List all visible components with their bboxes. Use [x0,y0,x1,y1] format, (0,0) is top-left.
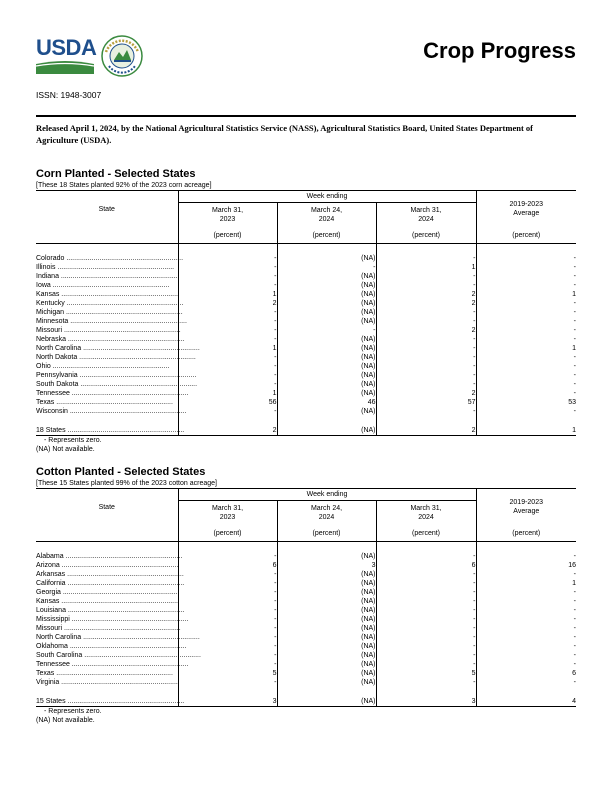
value-cell: (NA) [277,335,376,344]
value-cell: (NA) [277,281,376,290]
state-name: Missouri ............................................................ [36,327,181,334]
value-cell: (NA) [277,597,376,606]
value-cell: - [178,407,277,416]
agriculture-counts-seal-icon [100,34,144,78]
value-cell: 2 [376,299,476,308]
value-cell: - [178,281,277,290]
value-cell: - [376,597,476,606]
header-col2: March 24, 2024 [277,203,376,228]
value-cell: (NA) [277,669,376,678]
table-row [36,642,576,651]
value-cell: (NA) [277,254,376,263]
value-cell: 2 [178,299,277,308]
value-cell: 1 [572,580,577,587]
value-cell: 1 [376,263,476,272]
value-cell: 1 [572,345,577,352]
state-name: Wisconsin ............................................................ [36,408,187,415]
value-cell: (NA) [277,633,376,642]
issn-number: ISSN: 1948-3007 [36,90,102,100]
table-row [36,317,576,326]
value-cell: (NA) [277,624,376,633]
value-cell: - [573,354,577,361]
value-cell: 1 [178,290,277,299]
value-cell: - [178,597,277,606]
table-row [36,624,576,633]
value-cell: - [573,363,577,370]
value-cell: - [376,380,476,389]
value-cell: - [573,625,577,632]
value-cell: 5 [178,669,277,678]
value-cell: (NA) [277,678,376,687]
table-row [36,552,576,561]
value-cell: - [178,362,277,371]
state-name: Arkansas ............................................................ [36,571,184,578]
value-cell: 6 [376,561,476,570]
value-cell: 5 [376,669,476,678]
table-row [36,615,576,624]
table-row [36,308,576,317]
value-cell: - [573,318,577,325]
value-cell: (NA) [277,272,376,281]
header-state: State [36,191,178,228]
value-cell: - [573,553,577,560]
state-name: Ohio ............................................................ [36,362,178,371]
unit-label: (percent) [376,227,476,244]
state-name: Michigan ............................................................ [36,309,183,316]
value-cell: - [573,336,577,343]
value-cell: - [376,633,476,642]
table-row [36,588,576,597]
unit-label: (percent) [178,525,277,542]
value-cell: (NA) [277,606,376,615]
value-cell: (NA) [277,371,376,380]
state-name: North Carolina ............................................................ [36,634,200,641]
value-cell: 4 [476,697,576,707]
value-cell: - [573,643,577,650]
value-cell: - [573,607,577,614]
table-total-row [36,426,576,436]
value-cell: - [376,272,476,281]
value-cell: (NA) [277,290,376,299]
value-cell: (NA) [277,660,376,669]
value-cell: - [573,598,577,605]
value-cell: 1 [572,291,577,298]
value-cell: (NA) [277,380,376,389]
value-cell: (NA) [277,426,376,436]
table-row [36,570,576,579]
note-na: (NA) Not available. [36,717,95,724]
value-cell: (NA) [277,308,376,317]
value-cell: 16 [568,562,577,569]
value-cell: - [178,335,277,344]
value-cell: - [178,272,277,281]
value-cell: - [376,624,476,633]
cotton-table [36,488,576,707]
header-col3: March 31, 2024 [376,203,476,228]
state-name: Tennessee ............................................................ [36,390,189,397]
report-title: Crop Progress [423,38,576,63]
note-na: (NA) Not available. [36,446,95,453]
table-row [36,326,576,335]
state-name: Mississippi ............................................................ [36,616,189,623]
usda-swoosh-icon [36,60,94,74]
value-cell: - [376,651,476,660]
value-cell: 2 [178,426,277,436]
state-name: Pennsylvania ............................................................ [36,372,197,379]
value-cell: - [376,281,476,290]
corn-table-subtitle: [These 18 States planted 92% of the 2023 corn acreage] [36,182,212,189]
table-row [36,579,576,588]
value-cell: (NA) [277,317,376,326]
unit-label: (percent) [512,231,541,239]
value-cell: - [573,273,577,280]
table-row [36,353,576,362]
state-name: Minnesota ............................................................ [36,318,187,325]
value-cell: - [178,263,277,272]
state-name: Virginia ............................................................ [36,679,178,686]
unit-label: (percent) [178,227,277,244]
value-cell: (NA) [277,642,376,651]
state-name: California ............................................................ [36,580,185,587]
value-cell: - [376,344,476,353]
value-cell: - [573,571,577,578]
value-cell: - [178,678,277,687]
value-cell: - [277,326,376,335]
value-cell: - [376,552,476,561]
table-row [36,398,576,407]
value-cell: 57 [376,398,476,407]
state-name: 18 States ............................................................ [36,427,185,434]
value-cell: 6 [572,670,577,677]
value-cell: - [376,678,476,687]
value-cell: - [178,606,277,615]
value-cell: - [277,263,376,272]
value-cell: (NA) [277,299,376,308]
value-cell: - [376,371,476,380]
table-row [36,272,576,281]
value-cell: - [178,633,277,642]
state-name: North Carolina ............................................................ [36,345,200,352]
value-cell: - [376,317,476,326]
value-cell: - [376,335,476,344]
state-name: South Dakota ............................................................ [36,381,198,388]
value-cell: - [573,255,577,262]
value-cell: 2 [376,389,476,398]
usda-logo [36,35,97,76]
header-average: 2019-2023 Average [509,499,543,515]
value-cell: - [376,606,476,615]
value-cell: - [376,254,476,263]
value-cell: 1 [178,344,277,353]
value-cell: - [178,552,277,561]
value-cell: 46 [277,398,376,407]
value-cell: - [376,615,476,624]
value-cell: - [573,589,577,596]
state-name: Kentucky ............................................................ [36,300,184,307]
header-average: 2019-2023 Average [509,201,543,217]
value-cell: 2 [376,426,476,436]
state-name: Texas ............................................................ [36,669,178,678]
header-col1: March 31, 2023 [178,501,277,526]
table-row [36,561,576,570]
value-cell: 2 [376,290,476,299]
value-cell: - [178,371,277,380]
table-row [36,407,576,416]
value-cell: - [376,407,476,416]
unit-label: (percent) [512,529,541,537]
state-name: Texas ............................................................ [36,398,178,407]
table-row [36,660,576,669]
state-name: South Carolina ............................................................ [36,652,201,659]
value-cell: (NA) [277,651,376,660]
value-cell: 1 [476,426,576,436]
value-cell: - [376,362,476,371]
corn-table [36,190,576,436]
value-cell: - [178,254,277,263]
state-name: Kansas ............................................................ [36,598,178,605]
value-cell: - [376,308,476,317]
value-cell: (NA) [277,552,376,561]
value-cell: - [573,652,577,659]
value-cell: - [178,308,277,317]
state-name: Oklahoma ............................................................ [36,643,187,650]
value-cell: - [573,661,577,668]
value-cell: - [573,309,577,316]
value-cell: 1 [178,389,277,398]
state-name: Colorado ............................................................ [36,255,184,262]
value-cell: - [178,326,277,335]
value-cell: - [376,642,476,651]
value-cell: (NA) [277,615,376,624]
corn-notes [36,436,576,454]
value-cell: - [573,372,577,379]
table-row [36,362,576,371]
value-cell: (NA) [277,570,376,579]
table-row [36,389,576,398]
table-row [36,254,576,263]
value-cell: - [376,570,476,579]
value-cell: (NA) [277,362,376,371]
value-cell: - [573,390,577,397]
state-name: 15 States ............................................................ [36,698,185,705]
header-week-ending: Week ending [178,191,476,203]
value-cell: - [573,634,577,641]
table-row [36,344,576,353]
value-cell: - [376,579,476,588]
note-zero: - Represents zero. [44,437,102,444]
value-cell: 3 [178,697,277,707]
value-cell: (NA) [277,407,376,416]
value-cell: (NA) [277,344,376,353]
state-name: Indiana ............................................................ [36,273,178,280]
cotton-table-subtitle: [These 15 States planted 99% of the 2023 cotton acreage] [36,480,217,487]
value-cell: 6 [178,561,277,570]
state-name: Illinois ............................................................ [36,263,178,272]
value-cell: - [573,679,577,686]
value-cell: - [573,381,577,388]
table-row [36,335,576,344]
table-row [36,606,576,615]
table-row [36,678,576,687]
value-cell: - [573,616,577,623]
corn-section [36,168,576,454]
table-row [36,380,576,389]
header-state: State [36,489,178,526]
table-row [36,281,576,290]
value-cell: - [573,264,577,271]
cotton-section [36,466,576,725]
header-col2: March 24, 2024 [277,501,376,526]
value-cell: (NA) [277,588,376,597]
unit-label: (percent) [277,525,376,542]
table-row [36,597,576,606]
value-cell: 56 [178,398,277,407]
value-cell: 3 [376,697,476,707]
value-cell: - [376,588,476,597]
value-cell: - [178,615,277,624]
release-statement: Released April 1, 2024, by the National Agricultural Statistics Service (NASS), Agricultural Statistics Board, United States Department of Agriculture (USDA). [36,123,533,145]
value-cell: - [178,660,277,669]
state-name: Iowa ............................................................ [36,281,178,290]
value-cell: - [573,327,577,334]
value-cell: - [376,660,476,669]
state-name: Arizona ............................................................ [36,562,179,569]
state-name: Missouri ............................................................ [36,625,181,632]
value-cell: - [573,282,577,289]
state-name: Nebraska ............................................................ [36,336,185,343]
value-cell: (NA) [277,697,376,707]
usda-logo-text: USDA [36,35,97,60]
table-row [36,263,576,272]
table-row [36,371,576,380]
header-week-ending: Week ending [178,489,476,501]
state-name: North Dakota ............................................................ [36,354,196,361]
cotton-table-title: Cotton Planted - Selected States [36,466,206,478]
table-row [36,651,576,660]
value-cell: (NA) [277,353,376,362]
value-cell: (NA) [277,579,376,588]
table-row [36,299,576,308]
table-row [36,633,576,642]
value-cell: - [376,353,476,362]
table-row [36,290,576,299]
value-cell: - [178,317,277,326]
unit-label: (percent) [376,525,476,542]
value-cell: - [178,651,277,660]
value-cell: - [178,579,277,588]
value-cell: - [178,642,277,651]
value-cell: (NA) [277,389,376,398]
value-cell: - [573,300,577,307]
value-cell: - [178,353,277,362]
unit-label: (percent) [277,227,376,244]
corn-table-title: Corn Planted - Selected States [36,168,196,180]
header-col1: March 31, 2023 [178,203,277,228]
header-rule [36,115,576,117]
state-name: Louisiana ............................................................ [36,607,185,614]
state-name: Tennessee ............................................................ [36,661,189,668]
value-cell: 3 [277,561,376,570]
value-cell: - [178,570,277,579]
value-cell: - [178,380,277,389]
value-cell: - [573,408,577,415]
table-row [36,669,576,678]
value-cell: 53 [568,399,577,406]
state-name: Kansas ............................................................ [36,291,178,298]
note-zero: - Represents zero. [44,708,102,715]
table-total-row [36,697,576,707]
value-cell: - [178,624,277,633]
state-name: Alabama ............................................................ [36,553,183,560]
header-col3: March 31, 2024 [376,501,476,526]
value-cell: - [178,588,277,597]
cotton-notes [36,707,576,725]
value-cell: 2 [376,326,476,335]
state-name: Georgia ............................................................ [36,589,180,596]
